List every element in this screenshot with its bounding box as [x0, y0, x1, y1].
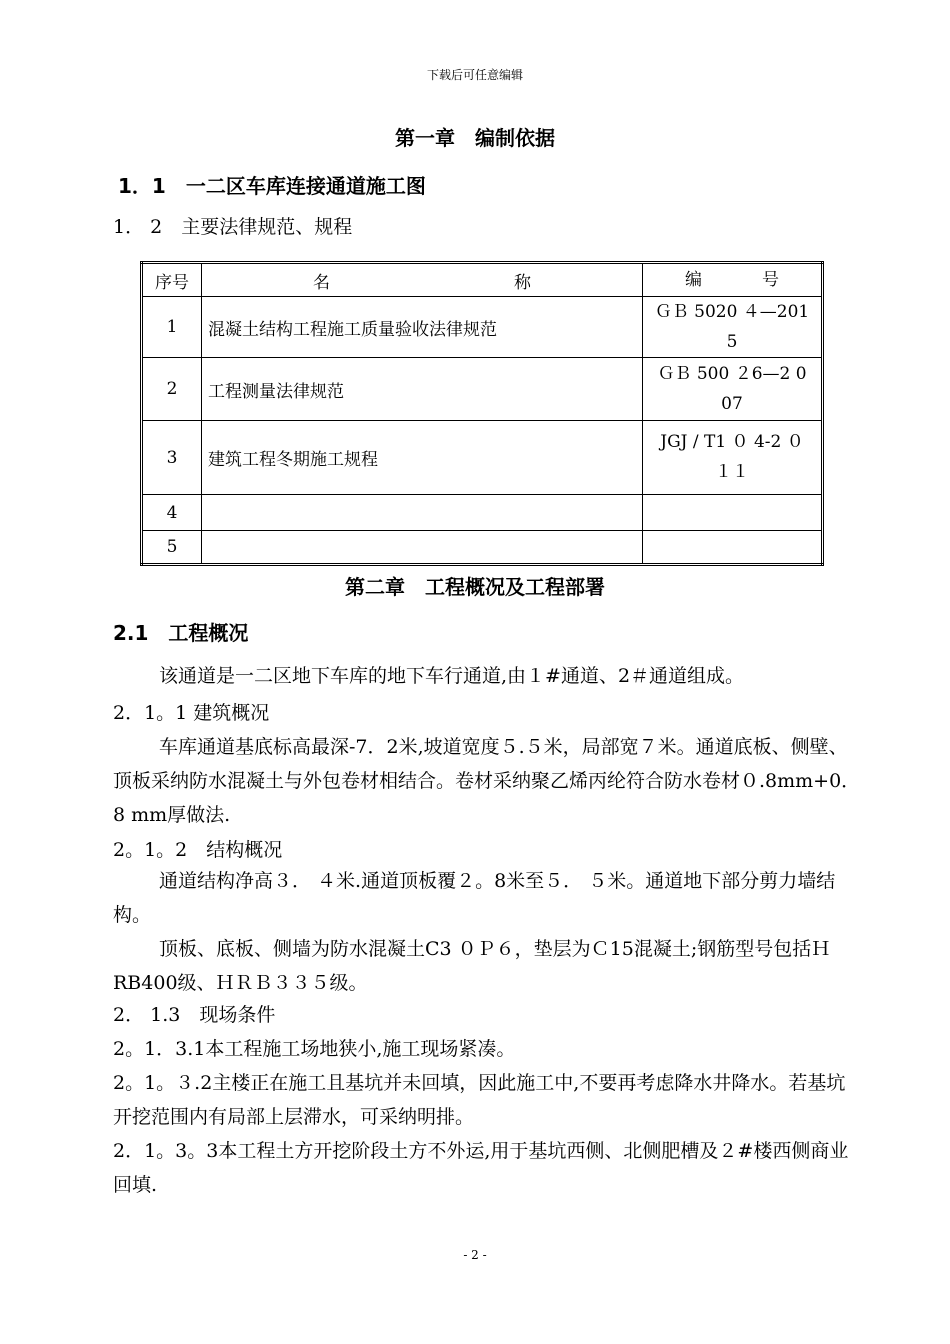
site-paragraph-2: 2。1。３.2主楼正在施工且基坑并未回填，因此施工中,不要再考虑降水井降水。若基坑开挖范围内有局部上层滞水，可采纳明排。: [113, 1072, 846, 1128]
row-code: [643, 495, 823, 531]
row-no: 5: [142, 531, 202, 565]
intro-paragraph: 该通道是一二区地下车库的地下车行通道,由１#通道、2＃通道组成。: [159, 665, 745, 687]
chapter-1-title: 第一章 编制依据: [395, 126, 555, 150]
row-code: [643, 297, 823, 358]
table-row: [142, 495, 823, 531]
reference-standards-table: [140, 261, 824, 566]
structure-paragraph-2: 顶板、底板、侧墙为防水混凝土C3 ０Ｐ６，垫层为Ｃ15混凝土;钢筋型号包括ＨRB400级、ＨＲＢ３３５级。: [113, 938, 831, 994]
header-name-2: 称: [514, 272, 531, 293]
row-code-line1: ＧＢ 5020 ４—201: [654, 302, 810, 322]
row-code-line2: １１: [715, 462, 749, 482]
header-code-2: 号: [762, 270, 779, 290]
header-name-cell: [202, 263, 643, 297]
header-code-1: 编: [685, 270, 702, 290]
header-no: 序号: [142, 263, 202, 297]
section-2-1-3-heading: 2． 1.3 现场条件: [113, 1004, 276, 1026]
row-name: [202, 495, 643, 531]
table-row: [142, 358, 823, 421]
row-name: [202, 531, 643, 565]
chapter-2-title: 第二章 工程概况及工程部署: [345, 575, 605, 599]
table-row: [142, 531, 823, 565]
table-header-row: [142, 263, 823, 297]
architecture-paragraph: 车库通道基底标高最深-7．2米,坡道宽度５.５米，局部宽７米。通道底板、侧壁、顶板采纳防水混凝土与外包卷材相结合。卷材采纳聚乙烯丙纶符合防水卷材０.8mm+0．8 mm厚做法.: [113, 736, 861, 826]
row-code: [643, 358, 823, 421]
header-code-cell: [643, 263, 823, 297]
row-code-line2: 07: [721, 394, 743, 414]
structure-paragraph-1: 通道结构净高３． ４米.通道顶板覆２。8米至５． ５米。通道地下部分剪力墙结构。: [113, 870, 836, 926]
page-header: 下载后可任意编辑: [426, 68, 523, 82]
row-no: 1: [142, 297, 202, 358]
row-code: [643, 421, 823, 495]
section-2-1-1-heading: 2．1。1 建筑概况: [113, 702, 270, 724]
site-paragraph-1: 2。1．3.1本工程施工场地狭小,施工现场紧凑。: [113, 1038, 516, 1060]
page-number: - 2 -: [463, 1248, 487, 1262]
site-paragraph-3: 2．1。3。3本工程土方开挖阶段土方不外运,用于基坑西侧、北侧肥槽及２#楼西侧商业回填.: [113, 1140, 849, 1196]
row-no: 2: [142, 358, 202, 421]
table-row: [142, 297, 823, 358]
header-name-1: 名: [313, 272, 330, 293]
section-1-2-heading: 1． 2 主要法律规范、规程: [113, 216, 353, 238]
row-code-line1: JGJ / T1 ０ 4-2 ０: [660, 432, 804, 452]
section-2-1-heading: 2.1 工程概况: [113, 621, 249, 645]
table-row: [142, 421, 823, 495]
row-name: 工程测量法律规范: [202, 358, 643, 421]
row-name: 建筑工程冬期施工规程: [202, 421, 643, 495]
row-name: 混凝土结构工程施工质量验收法律规范: [202, 297, 643, 358]
row-no: 4: [142, 495, 202, 531]
row-code-line2: 5: [726, 332, 738, 352]
row-no: 3: [142, 421, 202, 495]
section-2-1-2-heading: 2。1。2 结构概况: [113, 839, 283, 861]
row-code: [643, 531, 823, 565]
section-1-1-heading: 1．1 一二区车库连接通道施工图: [118, 174, 426, 198]
row-code-line1: ＧＢ 500 ２6—2 0: [657, 364, 807, 384]
